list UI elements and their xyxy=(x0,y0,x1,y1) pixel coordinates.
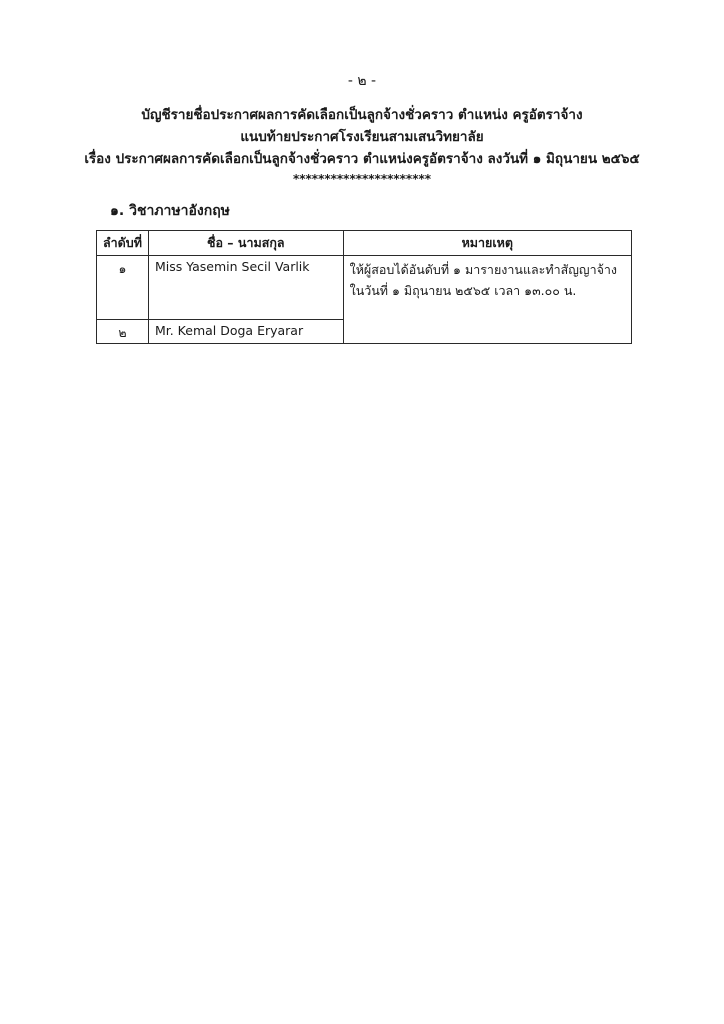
column-header-order: ลำดับที่ xyxy=(97,231,149,256)
column-header-remark: หมายเหตุ xyxy=(343,231,631,256)
table-row xyxy=(97,256,632,320)
header-separator: ********************** xyxy=(292,172,432,186)
row-name: Miss Yasemin Secil Varlik xyxy=(148,256,343,320)
header-line-1: บัญชีรายชื่อประกาศผลการคัดเลือกเป็นลูกจ้างชั่วคราว ตำแหน่ง ครูอัตราจ้าง xyxy=(141,107,583,123)
row-order: ๒ xyxy=(97,320,149,344)
section-title: ๑. วิชาภาษาอังกฤษ xyxy=(110,203,230,219)
row-name: Mr. Kemal Doga Eryarar xyxy=(148,320,343,344)
results-table xyxy=(96,230,632,344)
row-remark xyxy=(343,256,631,344)
header-line-2: แนบท้ายประกาศโรงเรียนสามเสนวิทยาลัย xyxy=(240,129,484,145)
row-order: ๑ xyxy=(97,256,149,320)
header-line-3: เรื่อง ประกาศผลการคัดเลือกเป็นลูกจ้างชั่วคราว ตำแหน่งครูอัตราจ้าง ลงวันที่ ๑ มิถุนายน ๒๕๖๕ xyxy=(84,151,640,167)
column-header-name: ชื่อ – นามสกุล xyxy=(148,231,343,256)
remark-line-2: ในวันที่ ๑ มิถุนายน ๒๕๖๕ เวลา ๑๓.๐๐ น. xyxy=(349,283,577,298)
page-number: - ๒ - xyxy=(347,73,377,89)
table-header-row xyxy=(97,231,632,256)
remark-line-1: ให้ผู้สอบได้อันดับที่ ๑ มารายงานและทำสัญญาจ้าง xyxy=(349,262,618,277)
document-header xyxy=(0,104,724,188)
